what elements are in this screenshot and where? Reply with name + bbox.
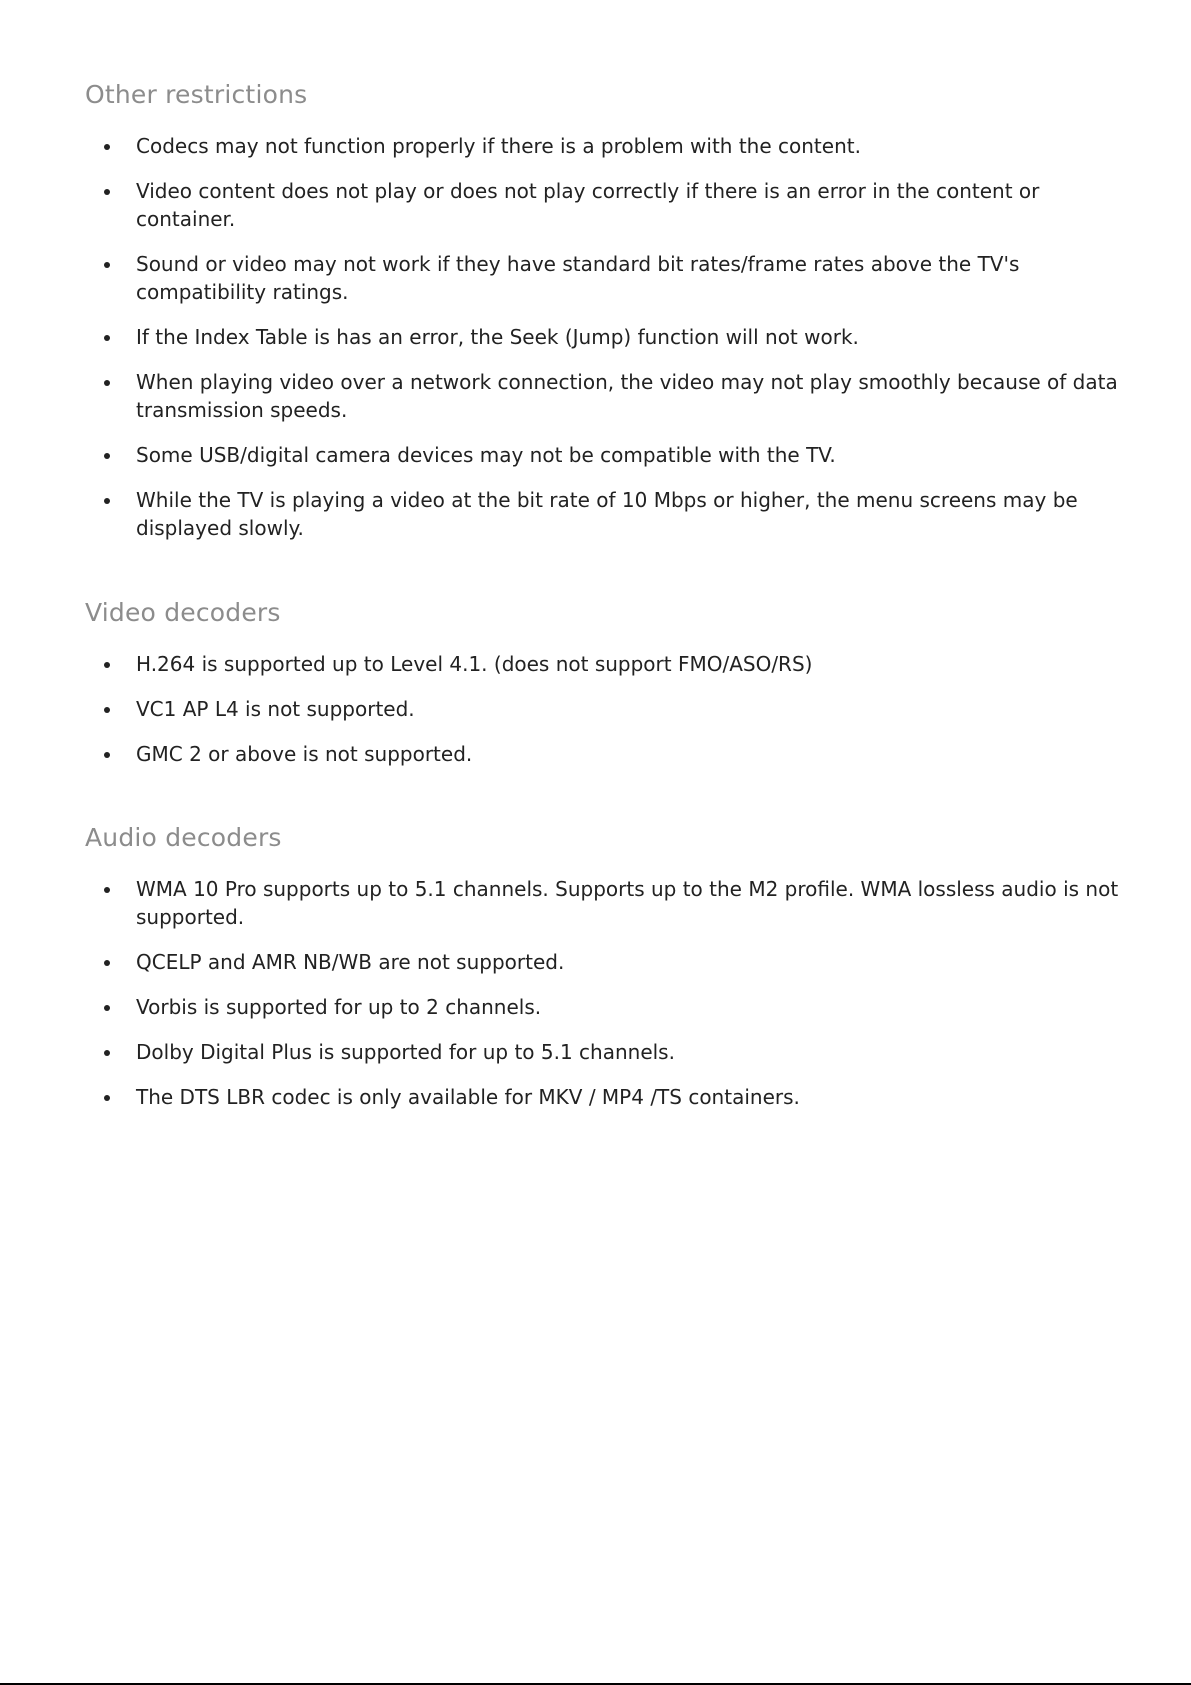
list-item-text: The DTS LBR codec is only available for MKV / MP4 /TS containers.: [136, 1085, 800, 1109]
list-item: [85, 1083, 1125, 1111]
bullet-list: [85, 132, 1125, 542]
bullet-icon: [104, 707, 110, 713]
bullet-icon: [104, 1095, 110, 1101]
list-item: [85, 650, 1125, 678]
list-item: [85, 948, 1125, 976]
list-item: [85, 323, 1125, 351]
section-video-decoders: [85, 598, 1125, 768]
bullet-icon: [104, 752, 110, 758]
bullet-icon: [104, 453, 110, 459]
list-item-text: Sound or video may not work if they have standard bit rates/frame rates above the TV's compatibility ratings.: [136, 252, 1020, 304]
bullet-icon: [104, 189, 110, 195]
list-item: [85, 695, 1125, 723]
list-item-text: Codecs may not function properly if there is a problem with the content.: [136, 134, 861, 158]
bullet-icon: [104, 662, 110, 668]
bullet-list: [85, 650, 1125, 768]
bullet-icon: [104, 380, 110, 386]
bullet-icon: [104, 335, 110, 341]
list-item: [85, 486, 1125, 542]
list-item-text: While the TV is playing a video at the bit rate of 10 Mbps or higher, the menu screens may be displayed slowly.: [136, 488, 1078, 540]
section-heading: Video decoders: [85, 598, 281, 627]
list-item: [85, 993, 1125, 1021]
list-item: [85, 250, 1125, 306]
list-item-text: H.264 is supported up to Level 4.1. (does not support FMO/ASO/RS): [136, 652, 813, 676]
list-item-text: QCELP and AMR NB/WB are not supported.: [136, 950, 565, 974]
section-other-restrictions: [85, 80, 1125, 542]
list-item: [85, 368, 1125, 424]
list-item-text: Dolby Digital Plus is supported for up to 5.1 channels.: [136, 1040, 675, 1064]
list-item-text: VC1 AP L4 is not supported.: [136, 697, 415, 721]
list-item: [85, 177, 1125, 233]
list-item-text: Some USB/digital camera devices may not be compatible with the TV.: [136, 443, 836, 467]
list-item: [85, 740, 1125, 768]
list-item-text: GMC 2 or above is not supported.: [136, 742, 473, 766]
list-item-text: WMA 10 Pro supports up to 5.1 channels. Supports up to the M2 profile. WMA lossless audio is not supported.: [136, 877, 1119, 929]
bullet-icon: [104, 262, 110, 268]
list-item: [85, 1038, 1125, 1066]
bullet-icon: [104, 498, 110, 504]
bullet-icon: [104, 1005, 110, 1011]
bullet-list: [85, 875, 1125, 1111]
section-audio-decoders: [85, 823, 1125, 1111]
bullet-icon: [104, 144, 110, 150]
section-heading: Other restrictions: [85, 80, 308, 109]
list-item-text: Video content does not play or does not play correctly if there is an error in the content or container.: [136, 179, 1040, 231]
list-item: [85, 875, 1125, 931]
section-heading: Audio decoders: [85, 823, 282, 852]
list-item-text: When playing video over a network connection, the video may not play smoothly because of data transmission speeds.: [136, 370, 1118, 422]
bullet-icon: [104, 887, 110, 893]
list-item-text: If the Index Table is has an error, the Seek (Jump) function will not work.: [136, 325, 859, 349]
bullet-icon: [104, 960, 110, 966]
bullet-icon: [104, 1050, 110, 1056]
list-item: [85, 132, 1125, 160]
list-item-text: Vorbis is supported for up to 2 channels.: [136, 995, 542, 1019]
list-item: [85, 441, 1125, 469]
